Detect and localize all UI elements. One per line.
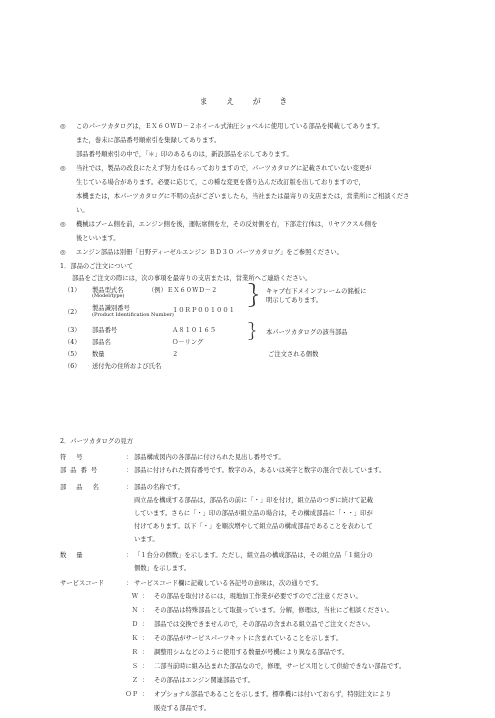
intro-notes <box>60 122 460 262</box>
service-code-meaning: その部品を取付けるには，現地加工作業が必要ですのでご注意ください。 <box>154 593 362 600</box>
item-number: （1） <box>64 287 81 294</box>
intro-note <box>60 248 460 262</box>
service-code-meaning: 二部当前時に組み込まれた部品なので，修理，サービス用として供給できない部品です。 <box>154 663 406 670</box>
note-line: 本機または，本パーツカタログに不明の点がございましたら，当社または最寄りの支店または，営業所にご相談くださ <box>76 193 410 200</box>
service-code: Ｚ <box>131 677 138 684</box>
item-label: 製品型式名 <box>92 287 124 294</box>
item-label-en: (Model/type) <box>92 293 125 299</box>
term-description: しています。さらに「・」印の部品が組立品の場合は，その構成部品に「・・」印が <box>134 510 373 517</box>
order-item-row <box>60 362 460 374</box>
note-line: キャブ右下メインフレームの銘板に <box>266 288 367 295</box>
service-code: Ｎ <box>131 607 138 614</box>
service-code: Ｒ <box>131 649 138 656</box>
term-entry: 符 号 ： 部品構成図内の各部品に付けられた見出し番号です。 <box>60 453 470 466</box>
service-code-row: Ｒ ： 調整用シムなどのように使用する数量が号機により異なる部品です。 <box>60 648 470 662</box>
note-line: 後といいます。 <box>76 235 120 242</box>
term-label: 符 号 <box>60 454 87 461</box>
term-description: 個数」を示します。 <box>134 565 191 572</box>
note-line: 部品番号順索引の中で，「＊」印のあるものは，新設部品を示してあります。 <box>76 151 293 158</box>
term-label: 部品番号 <box>60 467 102 474</box>
bullet-icon: ◎ <box>60 123 66 130</box>
section-heading: 2．パーツカタログの見方 <box>60 438 134 445</box>
term-entry: 部 品 名 ： 部品の名称です。 両立品を構成する部品は，部品名の前に「・」印を付け，組立品のつぎに続けて記載 しています。さらに「・」印の部品が組立品の場合は，その構成部品に「・・」印が 付けてあります。以下「・」を順次増やして組立品の構成部品であることを表わして います。 <box>60 483 470 548</box>
item-label: 数量 <box>92 351 105 358</box>
brace-icon: ｝ <box>248 322 266 343</box>
bullet-icon: ◎ <box>60 249 66 256</box>
item-label: 部品名 <box>92 339 111 346</box>
item-number: （6） <box>64 363 81 370</box>
term-description: 部品に付けられた固有番号です。数字のみ，あるいは英字と数字の混合で表しています。 <box>134 467 386 474</box>
service-code-row: Ｎ ： その部品は特殊部品として取扱っています。分解，修理は，当社にご相談ください。 <box>60 606 470 620</box>
service-code-row: ＯＰ ： オプショナル部品であることを示します。標準機には付いておらず，特別注文により <box>60 690 470 704</box>
service-code-row: Ｚ ： その部品はエンジン関連部品です。 <box>60 676 470 690</box>
bullet-icon: ◎ <box>60 165 66 172</box>
item-number: （5） <box>64 351 81 358</box>
service-code-meaning: その部品はエンジン関連部品です。 <box>154 677 254 684</box>
note-line: このパーツカタログは，ＥＸ６０ＷＤ－２ホイール式油圧ショベルに使用している部品を掲載してあります。 <box>76 123 384 130</box>
term-description: 両立品を構成する部品は，部品名の前に「・」印を付け，組立品のつぎに続けて記載 <box>134 497 374 504</box>
item-value: ２ <box>172 351 179 358</box>
service-code-row: Ｋ ： その部品がサービスパーツキットに含まれていることを示します。 <box>60 634 470 648</box>
note-line: また，巻末に部品番号順索引を集録してあります。 <box>76 137 221 144</box>
brace-note <box>266 287 366 305</box>
note-line: 当社では，製品の改良にたえず努力をはらっておりますので，パーツカタログに記載されていない変更が <box>76 165 372 172</box>
note-line: エンジン部品は別冊「日野ディーゼルエンジン ＢＤ３０ パーツカタログ」をご参照ください。 <box>76 249 343 256</box>
order-item-row <box>60 350 460 362</box>
note-line: 明示してあります。 <box>266 297 323 305</box>
note-line: 生じている場合があります。必要に応じて，この種な変更を盛り込んだ改訂版を出しておりますので， <box>76 179 365 186</box>
service-code-row: Ｗ ： その部品を取付けるには，現地加工作業が必要ですのでご注意ください。 <box>60 592 470 606</box>
term-description: います。 <box>134 536 159 543</box>
term-entry: サービスコード ： サービスコード欄に記載している各記号の意味は，次の通りです。 <box>60 579 470 592</box>
service-code-meaning: 販売する部品です。 <box>154 705 211 712</box>
term-label: 数 量 <box>60 552 87 559</box>
item-label-en: (Product Identification Number) <box>92 312 174 318</box>
item-value: Ｏ－リング <box>172 339 204 346</box>
service-code: Ｓ <box>131 663 138 670</box>
intro-note <box>60 220 460 248</box>
brace-icon: ｝ <box>248 282 272 310</box>
term-description: 部品の名称です。 <box>134 484 184 491</box>
item-note: ご注文される個数 <box>268 351 319 358</box>
service-code-meaning: オプショナル部品であることを示します。標準機には付いておらず，特別注文により <box>154 691 392 698</box>
item-number: （2） <box>64 309 81 316</box>
service-code: Ｄ <box>131 621 138 628</box>
intro-note <box>60 164 460 220</box>
term-entry: 部品番号 ： 部品に付けられた固有番号です。数字のみ，あるいは英字と数字の混合で表しています。 <box>60 466 470 479</box>
item-value: Ａ８１０１６５ <box>172 327 217 334</box>
section-subtext: 部品をご注文の際には，次の事項を最寄りの支店または，営業所へご連絡ください。 <box>72 275 312 282</box>
service-code: ＯＰ <box>125 691 138 698</box>
item-label: 製品識別番号 <box>92 305 130 312</box>
ordering-section <box>60 262 460 374</box>
page-title: ま え が き <box>199 97 296 106</box>
service-code-row <box>60 704 470 718</box>
note-line: 機械はブーム側を前，エンジン側を後，運転席側を左，その反対側を右，下部走行体は，リヤアクスル側を <box>76 221 378 228</box>
item-number: （3） <box>64 327 81 334</box>
how-to-read-section <box>60 437 470 718</box>
bullet-icon: ◎ <box>60 221 66 228</box>
term-description: 部品構成図内の各部品に付けられた見出し番号です。 <box>134 454 285 461</box>
term-description: 「１台分の個数」を示します。ただし，組立品の構成部品は，その組立品「１組分の <box>134 552 373 559</box>
item-value: １０ＲＰ００１００１ <box>172 307 235 314</box>
service-code-meaning: 部品では交換できませんので，その部品の含まれる組立品でご注文ください。 <box>154 621 375 628</box>
item-label: 送付先の住所および氏名 <box>92 363 162 370</box>
term-label: 部 品 名 <box>60 484 103 491</box>
service-code: Ｋ <box>131 635 138 642</box>
term-description: サービスコード欄に記載している各記号の意味は，次の通りです。 <box>134 580 323 587</box>
item-number: （4） <box>64 339 81 346</box>
item-value: （例）ＥＸ６０ＷＤ－２ <box>148 287 218 294</box>
term-label: サービスコード <box>60 580 105 587</box>
service-code-row: Ｓ ： 二部当前時に組み込まれた部品なので，修理，サービス用として供給できない部品です。 <box>60 662 470 676</box>
brace-note: 本パーツカタログの該当部品 <box>266 329 348 336</box>
service-code-meaning: 調整用シムなどのように使用する数量が号機により異なる部品です。 <box>154 649 349 656</box>
note-line: い。 <box>76 207 89 214</box>
item-label: 部品番号 <box>92 327 118 334</box>
service-code: Ｗ <box>131 593 138 600</box>
intro-note <box>60 122 460 164</box>
section-heading: 1．部品のご注文について <box>60 263 134 270</box>
service-code-meaning: その部品は特殊部品として取扱っています。分解，修理は，当社にご相談ください。 <box>154 607 393 614</box>
term-description: 付けてあります。以下「・」を順次増やして組立品の構成部品であることを表わして <box>134 523 373 530</box>
service-code-meaning: その部品がサービスパーツキットに含まれていることを示します。 <box>154 635 343 642</box>
service-code-row: Ｄ ： 部品では交換できませんので，その部品の含まれる組立品でご注文ください。 <box>60 620 470 634</box>
term-entry: 数 量 ： 「１台分の個数」を示します。ただし，組立品の構成部品は，その組立品「１組分の 個数」を示します。 <box>60 551 470 577</box>
